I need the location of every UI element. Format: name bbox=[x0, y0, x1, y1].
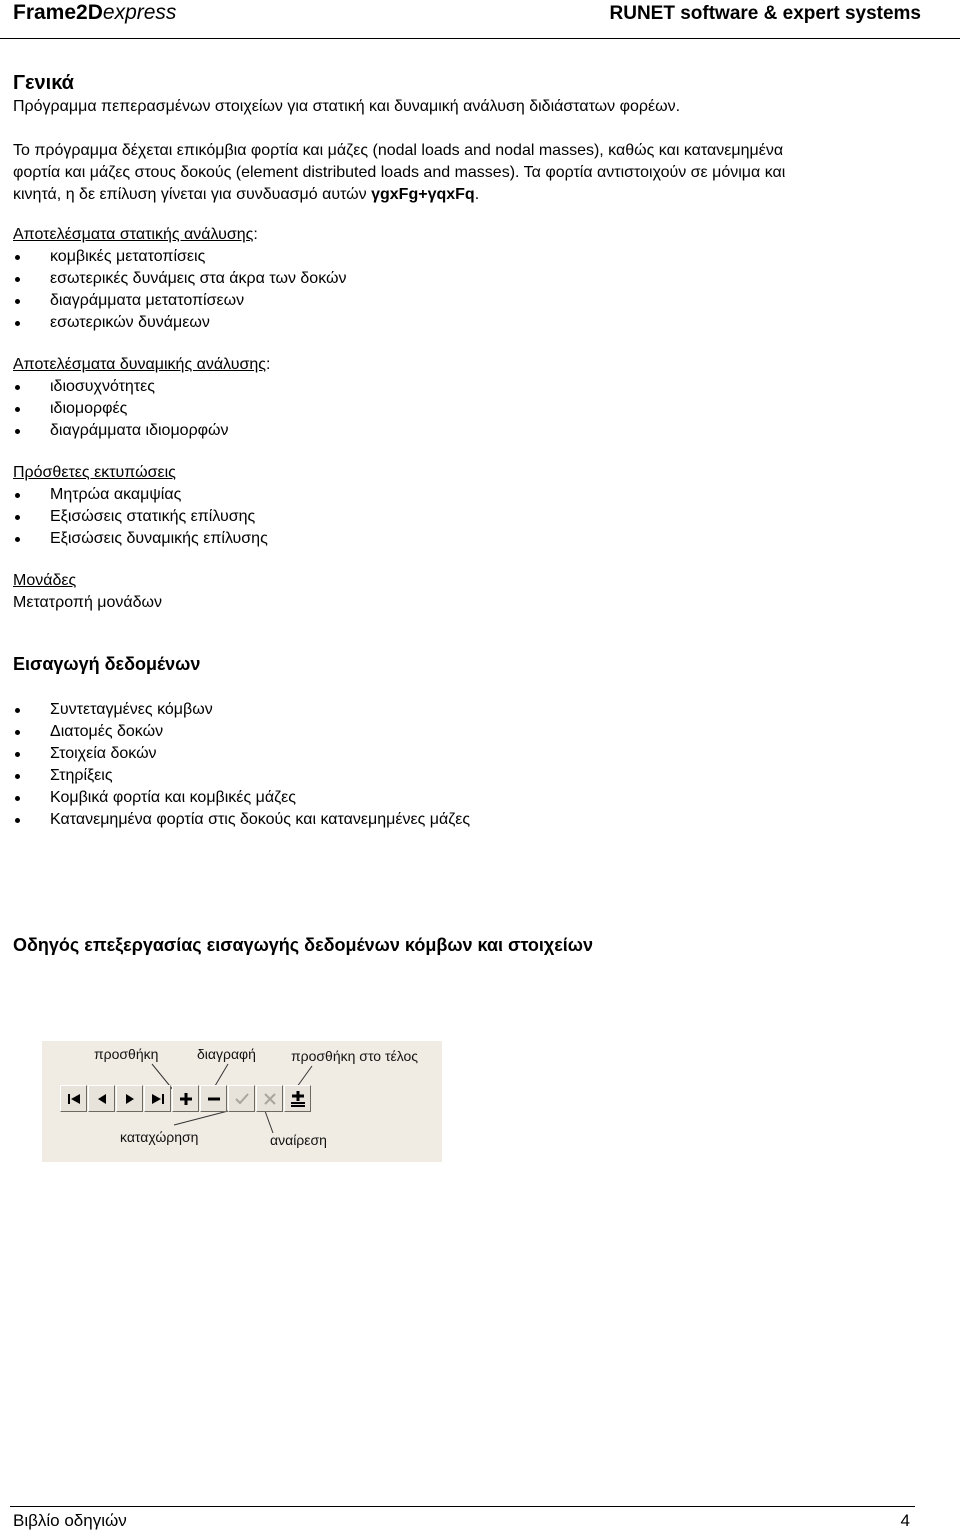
static-results-list bbox=[13, 246, 346, 334]
label-delete: διαγραφή bbox=[197, 1046, 256, 1062]
list-item: Κομβικά φορτία και κομβικές μάζες bbox=[13, 787, 470, 809]
intro-text: Πρόγραμμα πεπερασμένων στοιχείων για στατική και δυναμική ανάλυση διδιάστατων φορέων. bbox=[13, 98, 681, 115]
list-item: Κατανεμημένα φορτία στις δοκούς και κατανεμημένες μάζες bbox=[13, 809, 470, 831]
list-item: ιδιομορφές bbox=[13, 398, 229, 420]
navigator-toolbar-figure bbox=[42, 1041, 442, 1162]
delete-record-button[interactable] bbox=[200, 1085, 227, 1112]
check-icon bbox=[234, 1092, 250, 1106]
next-icon bbox=[123, 1093, 137, 1105]
page-number: 4 bbox=[900, 1511, 910, 1530]
list-item: εσωτερικών δυνάμεων bbox=[13, 312, 346, 334]
list-item: Μητρώα ακαμψίας bbox=[13, 484, 268, 506]
label-cancel: αναίρεση bbox=[270, 1132, 327, 1148]
footer-rule bbox=[10, 1506, 915, 1507]
dynamic-results-list bbox=[13, 376, 229, 442]
append-record-button[interactable] bbox=[284, 1085, 311, 1112]
label-post: καταχώρηση bbox=[120, 1129, 199, 1145]
dynamic-results-heading bbox=[13, 354, 270, 376]
prior-record-button[interactable] bbox=[88, 1085, 115, 1112]
units-text: Μετατροπή μονάδων bbox=[13, 594, 163, 611]
last-record-button[interactable] bbox=[144, 1085, 171, 1112]
heading-colon: : bbox=[265, 356, 271, 373]
app-title-bold: Frame2D bbox=[13, 1, 103, 24]
section-title-input: Εισαγωγή δεδομένων bbox=[13, 654, 201, 674]
description-paragraph bbox=[13, 140, 913, 206]
first-record-button[interactable] bbox=[60, 1085, 87, 1112]
cancel-edit-button[interactable] bbox=[256, 1085, 283, 1112]
list-item: διαγράμματα ιδιομορφών bbox=[13, 420, 229, 442]
append-icon bbox=[290, 1091, 306, 1107]
navigator-toolbar bbox=[60, 1085, 311, 1113]
list-item: Εξισώσεις δυναμικής επίλυσης bbox=[13, 528, 268, 550]
next-record-button[interactable] bbox=[116, 1085, 143, 1112]
company-name: RUNET software & expert systems bbox=[609, 3, 921, 24]
x-icon bbox=[263, 1092, 277, 1106]
list-item: Εξισώσεις στατικής επίλυσης bbox=[13, 506, 268, 528]
app-title-italic: express bbox=[102, 1, 177, 24]
list-item: Συντεταγμένες κόμβων bbox=[13, 699, 470, 721]
heading-colon: : bbox=[253, 226, 258, 243]
static-results-title: Αποτελέσματα στατικής ανάλυσης bbox=[13, 226, 254, 243]
paragraph-line: φορτία και μάζες στους δοκούς (element distributed loads and masses). Τα φορτία αντιστοιχούν σε μόνιμα και bbox=[13, 164, 786, 181]
minus-icon bbox=[207, 1092, 221, 1106]
load-combination-formula: γgxFg+γqxFq bbox=[371, 186, 475, 203]
static-results-heading bbox=[13, 224, 258, 246]
paragraph-line: Το πρόγραμμα δέχεται επικόμβια φορτία και μάζες (nodal loads and nodal masses), καθώς και κατανεμημένα bbox=[13, 142, 784, 159]
list-item: ιδιοσυχνότητες bbox=[13, 376, 229, 398]
paragraph-line bbox=[13, 184, 913, 206]
section-title-guide: Οδηγός επεξεργασίας εισαγωγής δεδομένων κόμβων και στοιχείων bbox=[13, 935, 594, 955]
label-add: προσθήκη bbox=[94, 1046, 159, 1062]
footer-book-title: Βιβλίο οδηγιών bbox=[13, 1511, 127, 1530]
prior-icon bbox=[95, 1093, 109, 1105]
header-rule bbox=[0, 38, 960, 39]
add-record-button[interactable] bbox=[172, 1085, 199, 1112]
list-item: εσωτερικές δυνάμεις στα άκρα των δοκών bbox=[13, 268, 346, 290]
label-append: προσθήκη στο τέλος bbox=[291, 1048, 419, 1064]
dynamic-results-title: Αποτελέσματα δυναμικής ανάλυσης bbox=[13, 356, 266, 373]
post-record-button[interactable] bbox=[228, 1085, 255, 1112]
units-title: Μονάδες bbox=[13, 572, 77, 589]
extra-prints-title: Πρόσθετες εκτυπώσεις bbox=[13, 464, 176, 481]
plus-icon bbox=[179, 1092, 193, 1106]
last-icon bbox=[151, 1093, 165, 1105]
list-item: Στηρίξεις bbox=[13, 765, 470, 787]
input-data-list bbox=[13, 699, 470, 831]
extra-prints-list bbox=[13, 484, 268, 550]
paragraph-text: . bbox=[474, 186, 480, 203]
section-title-general: Γενικά bbox=[13, 72, 74, 94]
app-title bbox=[13, 0, 176, 26]
list-item: Στοιχεία δοκών bbox=[13, 743, 470, 765]
list-item: κομβικές μετατοπίσεις bbox=[13, 246, 346, 268]
list-item: διαγράμματα μετατοπίσεων bbox=[13, 290, 346, 312]
paragraph-text: κινητά, η δε επίλυση γίνεται για συνδυασμό αυτών bbox=[13, 186, 372, 203]
first-icon bbox=[67, 1093, 81, 1105]
list-item: Διατομές δοκών bbox=[13, 721, 470, 743]
